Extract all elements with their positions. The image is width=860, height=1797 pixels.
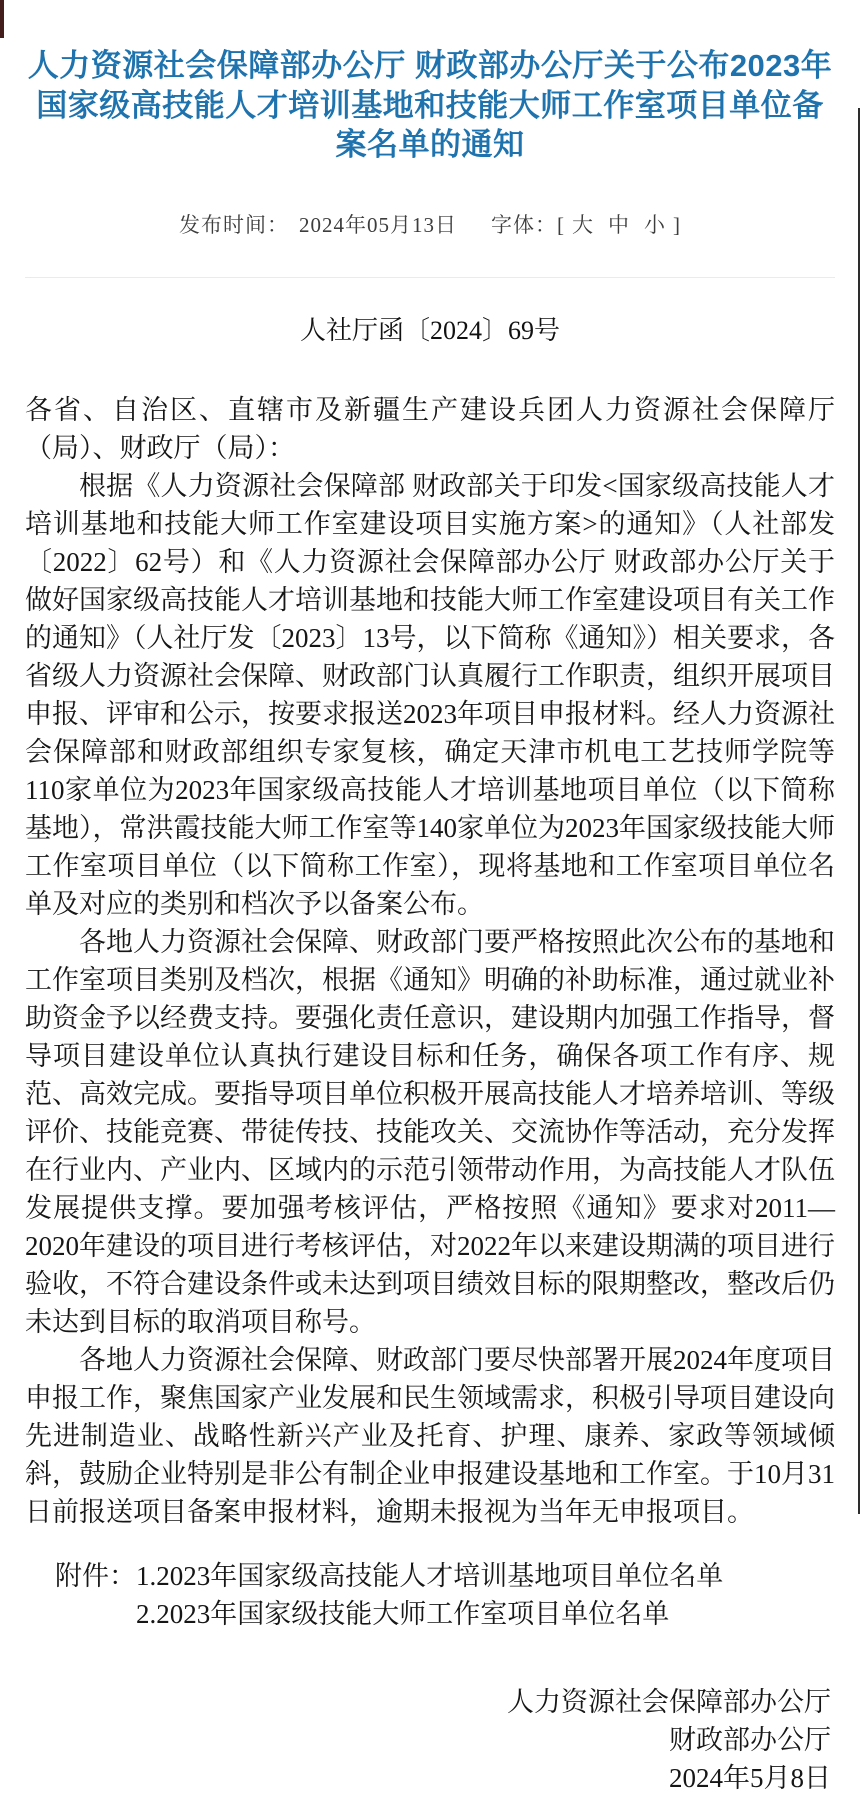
section-divider <box>25 277 835 278</box>
document-number: 人社厅函〔2024〕69号 <box>299 316 560 346</box>
font-size-option-medium[interactable]: 中 <box>608 213 630 238</box>
paragraph-1: 根据《人力资源社会保障部 财政部关于印发<国家级高技能人才培训基地和技能大师工作室建设项目实施方案>的通知》（人社部发〔2022〕62号）和《人力资源社会保障部办公厅 财政部办公厅关于做好国家级高技能人才培训基地和技能大师工作室建设项目有关工作的通知》（人社厅发〔2023〕13号，以下简称《通知》）相关要求，各省级人力资源社会保障、财政部门认真履行工作职责，组织开展项目申报、评审和公示，按要求报送2023年项目申报材料。经人力资源社会保障部和财政部组织专家复核，确定天津市机电工艺技师学院等110家单位为2023年国家级高技能人才培训基地项目单位（以下简称基地），常洪霞技能大师工作室等140家单位为2023年国家级技能大师工作室项目单位（以下简称工作室），现将基地和工作室项目单位名单及对应的类别和档次予以备案公布。 <box>25 471 835 920</box>
attachments-label: 附件： <box>55 1561 136 1592</box>
font-size-bracket-open: [ <box>557 213 565 238</box>
page-title: 人力资源社会保障部办公厅 财政部办公厅关于公布2023年国家级高技能人才培训基地和技能大师工作室项目单位备案名单的通知 <box>27 48 833 163</box>
signature-date: 2024年5月8日 <box>669 1763 831 1794</box>
screenshot-edge-artifact-top-left <box>0 0 4 38</box>
signature-block <box>25 1683 835 1797</box>
attachment-item-2: 2.2023年国家级技能大师工作室项目单位名单 <box>136 1599 670 1630</box>
paragraph-3: 各地人力资源社会保障、财政部门要尽快部署开展2024年度项目申报工作，聚焦国家产业发展和民生领域需求，积极引导项目建设向先进制造业、战略性新兴产业及托育、护理、康养、家政等领域倾斜，鼓励企业特别是非公有制企业申报建设基地和工作室。于10月31日前报送项目备案申报材料，逾期未报视为当年无申报项目。 <box>25 1345 835 1528</box>
attachment-item-1: 1.2023年国家级高技能人才培训基地项目单位名单 <box>136 1561 724 1592</box>
meta-bar <box>0 209 860 239</box>
attachments-block <box>25 1557 835 1633</box>
document-body <box>0 391 860 1797</box>
publish-date: 2024年05月13日 <box>299 213 457 238</box>
publish-time-label: 发布时间： <box>179 213 289 238</box>
salutation-line: 各省、自治区、直辖市及新疆生产建设兵团人力资源社会保障厅（局）、财政厅（局）： <box>25 395 835 464</box>
font-size-option-large[interactable]: 大 <box>572 213 594 238</box>
signature-org-1: 人力资源社会保障部办公厅 <box>507 1687 831 1718</box>
font-size-label: 字体： <box>491 213 557 238</box>
font-size-option-small[interactable]: 小 <box>644 213 666 238</box>
paragraph-2: 各地人力资源社会保障、财政部门要严格按照此次公布的基地和工作室项目类别及档次，根据《通知》明确的补助标准，通过就业补助资金予以经费支持。要强化责任意识，建设期内加强工作指导，督导项目建设单位认真执行建设目标和任务，确保各项工作有序、规范、高效完成。要指导项目单位积极开展高技能人才培养培训、等级评价、技能竞赛、带徒传技、技能攻关、交流协作等活动，充分发挥在行业内、产业内、区域内的示范引领带动作用，为高技能人才队伍发展提供支撑。要加强考核评估，严格按照《通知》要求对2011—2020年建设的项目进行考核评估，对2022年以来建设期满的项目进行验收，不符合建设条件或未达到项目绩效目标的限期整改，整改后仍未达到目标的取消项目称号。 <box>25 927 835 1338</box>
font-size-bracket-close: ] <box>673 213 681 238</box>
signature-org-2: 财政部办公厅 <box>669 1725 831 1756</box>
